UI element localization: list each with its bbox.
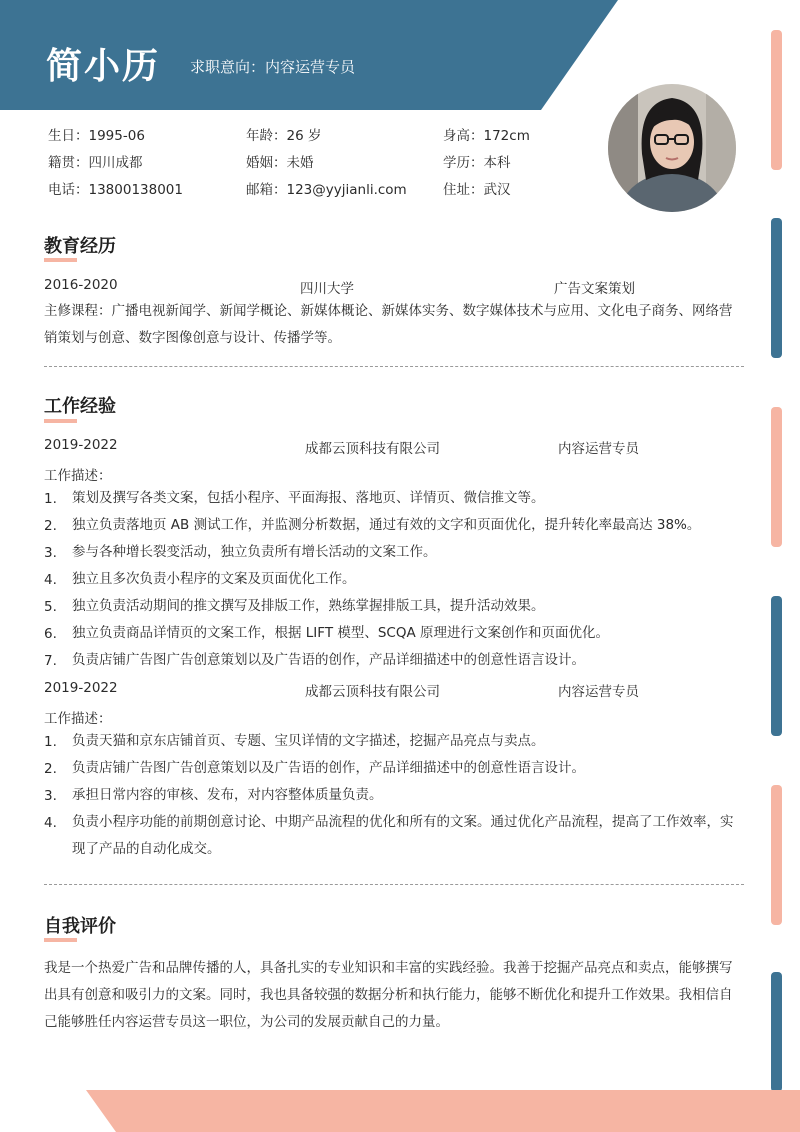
- work-title: 工作经验: [44, 396, 116, 417]
- deco-bar: [771, 972, 782, 1092]
- self-eval-title-underline: [44, 938, 77, 942]
- list-item: 负责店铺广告图广告创意策划以及广告语的创作，产品详细描述中的创意性语言设计。: [72, 652, 585, 668]
- list-item: 负责店铺广告图广告创意策划以及广告语的创作，产品详细描述中的创意性语言设计。: [72, 760, 585, 776]
- list-item: 独立负责落地页 AB 测试工作，并监测分析数据，通过有效的文字和页面优化，提升转化率最高达 38%。: [72, 517, 701, 533]
- list-item: 负责小程序功能的前期创意讨论、中期产品流程的优化和所有的文案。通过优化产品流程，提高了工作效率，实现了产品的自动化成交。: [72, 814, 734, 857]
- job-objective: 求职意向：内容运营专员: [190, 58, 356, 76]
- job-company: 成都云顶科技有限公司: [305, 441, 440, 457]
- info-height: 身高：172cm: [443, 128, 530, 144]
- profile-photo: [608, 84, 736, 212]
- list-item-number: 1.: [44, 491, 57, 507]
- info-phone: 电话：13800138001: [48, 182, 183, 198]
- deco-bar: [771, 30, 782, 170]
- list-item-number: 3.: [44, 545, 57, 561]
- education-period: 2016-2020: [44, 277, 118, 293]
- section-divider: [44, 366, 744, 367]
- education-school: 四川大学: [300, 281, 354, 297]
- list-item: 策划及撰写各类文案，包括小程序、平面海报、落地页、详情页、微信推文等。: [72, 490, 545, 506]
- info-degree: 学历：本科: [443, 155, 511, 171]
- list-item-number: 1.: [44, 734, 57, 750]
- list-item: 独立且多次负责小程序的文案及页面优化工作。: [72, 571, 356, 587]
- deco-bar: [771, 407, 782, 547]
- education-courses: 主修课程：广播电视新闻学、新闻学概论、新媒体概论、新媒体实务、数字媒体技术与应用、文化电子商务、网络营销策划与创意、数字图像创意与设计、传播学等。: [44, 303, 733, 346]
- candidate-name: 简小历: [46, 46, 161, 87]
- list-item: 参与各种增长裂变活动，独立负责所有增长活动的文案工作。: [72, 544, 437, 560]
- job-period: 2019-2022: [44, 437, 118, 453]
- footer-band: [0, 1090, 800, 1132]
- list-item-number: 7.: [44, 653, 57, 669]
- job-company: 成都云顶科技有限公司: [305, 684, 440, 700]
- deco-bar: [771, 785, 782, 925]
- list-item: 承担日常内容的审核、发布，对内容整体质量负责。: [72, 787, 383, 803]
- list-item-number: 2.: [44, 518, 57, 534]
- list-item-number: 4.: [44, 572, 57, 588]
- list-item: 负责天猫和京东店铺首页、专题、宝贝详情的文字描述，挖掘产品亮点与卖点。: [72, 733, 545, 749]
- info-marriage: 婚姻：未婚: [246, 155, 314, 171]
- list-item-number: 6.: [44, 626, 57, 642]
- section-divider: [44, 884, 744, 885]
- education-title: 教育经历: [44, 236, 116, 257]
- work-title-underline: [44, 419, 77, 423]
- education-major: 广告文案策划: [554, 281, 635, 297]
- self-eval-text: 我是一个热爱广告和品牌传播的人，具备扎实的专业知识和丰富的实践经验。我善于挖掘产品亮点和卖点，能够撰写出具有创意和吸引力的文案。同时，我也具备较强的数据分析和执行能力，能够不断优化和提升工作效果。我相信自己能够胜任内容运营专员这一职位，为公司的发展贡献自己的力量。: [44, 960, 733, 1030]
- job-period: 2019-2022: [44, 680, 118, 696]
- list-item-number: 3.: [44, 788, 57, 804]
- info-email: 邮箱：123@yyjianli.com: [246, 182, 407, 198]
- job-position: 内容运营专员: [558, 684, 639, 700]
- list-item: 独立负责商品详情页的文案工作，根据 LIFT 模型、SCQA 原理进行文案创作和页面优化。: [72, 625, 610, 641]
- job-position: 内容运营专员: [558, 441, 639, 457]
- info-address: 住址：武汉: [443, 182, 511, 198]
- info-hometown: 籍贯：四川成都: [48, 155, 143, 171]
- education-title-underline: [44, 258, 77, 262]
- job-desc-label: 工作描述：: [44, 711, 112, 727]
- deco-bar: [771, 218, 782, 358]
- self-eval-title: 自我评价: [44, 916, 116, 937]
- job-desc-label: 工作描述：: [44, 468, 112, 484]
- deco-bar: [771, 596, 782, 736]
- info-birth: 生日：1995-06: [48, 128, 145, 144]
- list-item-number: 4.: [44, 815, 57, 831]
- list-item-number: 2.: [44, 761, 57, 777]
- list-item: 独立负责活动期间的推文撰写及排版工作，熟练掌握排版工具，提升活动效果。: [72, 598, 545, 614]
- info-age: 年龄：26 岁: [246, 128, 322, 144]
- list-item-number: 5.: [44, 599, 57, 615]
